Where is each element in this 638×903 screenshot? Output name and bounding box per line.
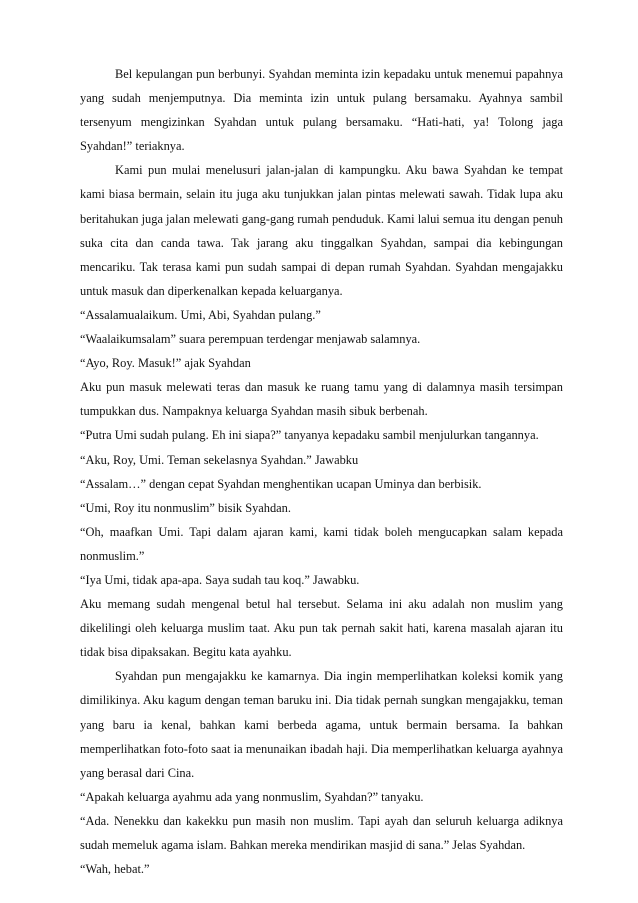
paragraph-13: Aku memang sudah mengenal betul hal tersebut. Selama ini aku adalah non muslim yang dikelilingi oleh keluarga muslim taat. Aku pun tak pernah sakit hati, karena masalah ajaran itu tidak bisa dipaksakan. Begitu kata ayahku. [80,597,563,660]
paragraph-10: “Umi, Roy itu nonmuslim” bisik Syahdan. [80,500,291,515]
paragraph-4: “Waalaikumsalam” suara perempuan terdengar menjawab salamnya. [80,332,421,347]
paragraph-9: “Assalam…” dengan cepat Syahdan menghentikan ucapan Uminya dan berbisik. [80,476,482,491]
paragraph-1: Bel kepulangan pun berbunyi. Syahdan meminta izin kepadaku untuk menemui papahnya yang sudah menjemputnya. Dia meminta izin untuk pulang bersamaku. Ayahnya sambil tersenyum mengizinkan Syahdan untuk pulang bersamaku. “Hati-hati, ya! Tolong jaga Syahdan!” teriaknya. [80,67,563,154]
paragraph-11: “Oh, maafkan Umi. Tapi dalam ajaran kami, kami tidak boleh mengucapkan salam kepada nonmuslim.” [80,524,563,563]
paragraph-2: Kami pun mulai menelusuri jalan-jalan di kampungku. Aku bawa Syahdan ke tempat kami biasa bermain, selain itu juga aku tunjukkan jalan pintas melewati sawah. Tidak lupa aku beritahukan juga jalan melewati gang-gang rumah penduduk. Kami lalui semua itu dengan penuh suka cita dan canda tawa. Tak jarang aku tinggalkan Syahdan, sampai dia kebingungan mencariku. Tak terasa kami pun sudah sampai di depan rumah Syahdan. Syahdan mengajakku untuk masuk dan diperkenalkan kepada keluarganya. [80,163,563,298]
paragraph-16: “Ada. Nenekku dan kakekku pun masih non muslim. Tapi ayah dan seluruh keluarga adiknya sudah memeluk agama islam. Bahkan mereka mendirikan masjid di sana.” Jelas Syahdan. [80,813,563,852]
paragraph-17: “Wah, hebat.” [80,862,150,877]
paragraph-8: “Aku, Roy, Umi. Teman sekelasnya Syahdan.” Jawabku [80,452,359,467]
paragraph-7: “Putra Umi sudah pulang. Eh ini siapa?” tanyanya kepadaku sambil menjulurkan tangannya. [80,428,539,443]
document-page [80,62,563,881]
paragraph-14: Syahdan pun mengajakku ke kamarnya. Dia ingin memperlihatkan koleksi komik yang dimilikinya. Aku kagum dengan teman baruku ini. Dia tidak pernah sungkan mengajakku, teman yang baru ia kenal, bahkan kami berbeda agama, untuk bermain bersama. Ia bahkan memperlihatkan foto-foto saat ia menunaikan ibadah haji. Dia memperlihatkan keluarga ayahnya yang berasal dari Cina. [80,669,563,780]
paragraph-6: Aku pun masuk melewati teras dan masuk ke ruang tamu yang di dalamnya masih tersimpan tumpukkan dus. Nampaknya keluarga Syahdan masih sibuk berbenah. [80,380,563,419]
paragraph-12: “Iya Umi, tidak apa-apa. Saya sudah tau koq.” Jawabku. [80,572,360,587]
paragraph-3: “Assalamualaikum. Umi, Abi, Syahdan pulang.” [80,307,321,322]
paragraph-15: “Apakah keluarga ayahmu ada yang nonmuslim, Syahdan?” tanyaku. [80,789,424,804]
paragraph-5: “Ayo, Roy. Masuk!” ajak Syahdan [80,356,251,371]
